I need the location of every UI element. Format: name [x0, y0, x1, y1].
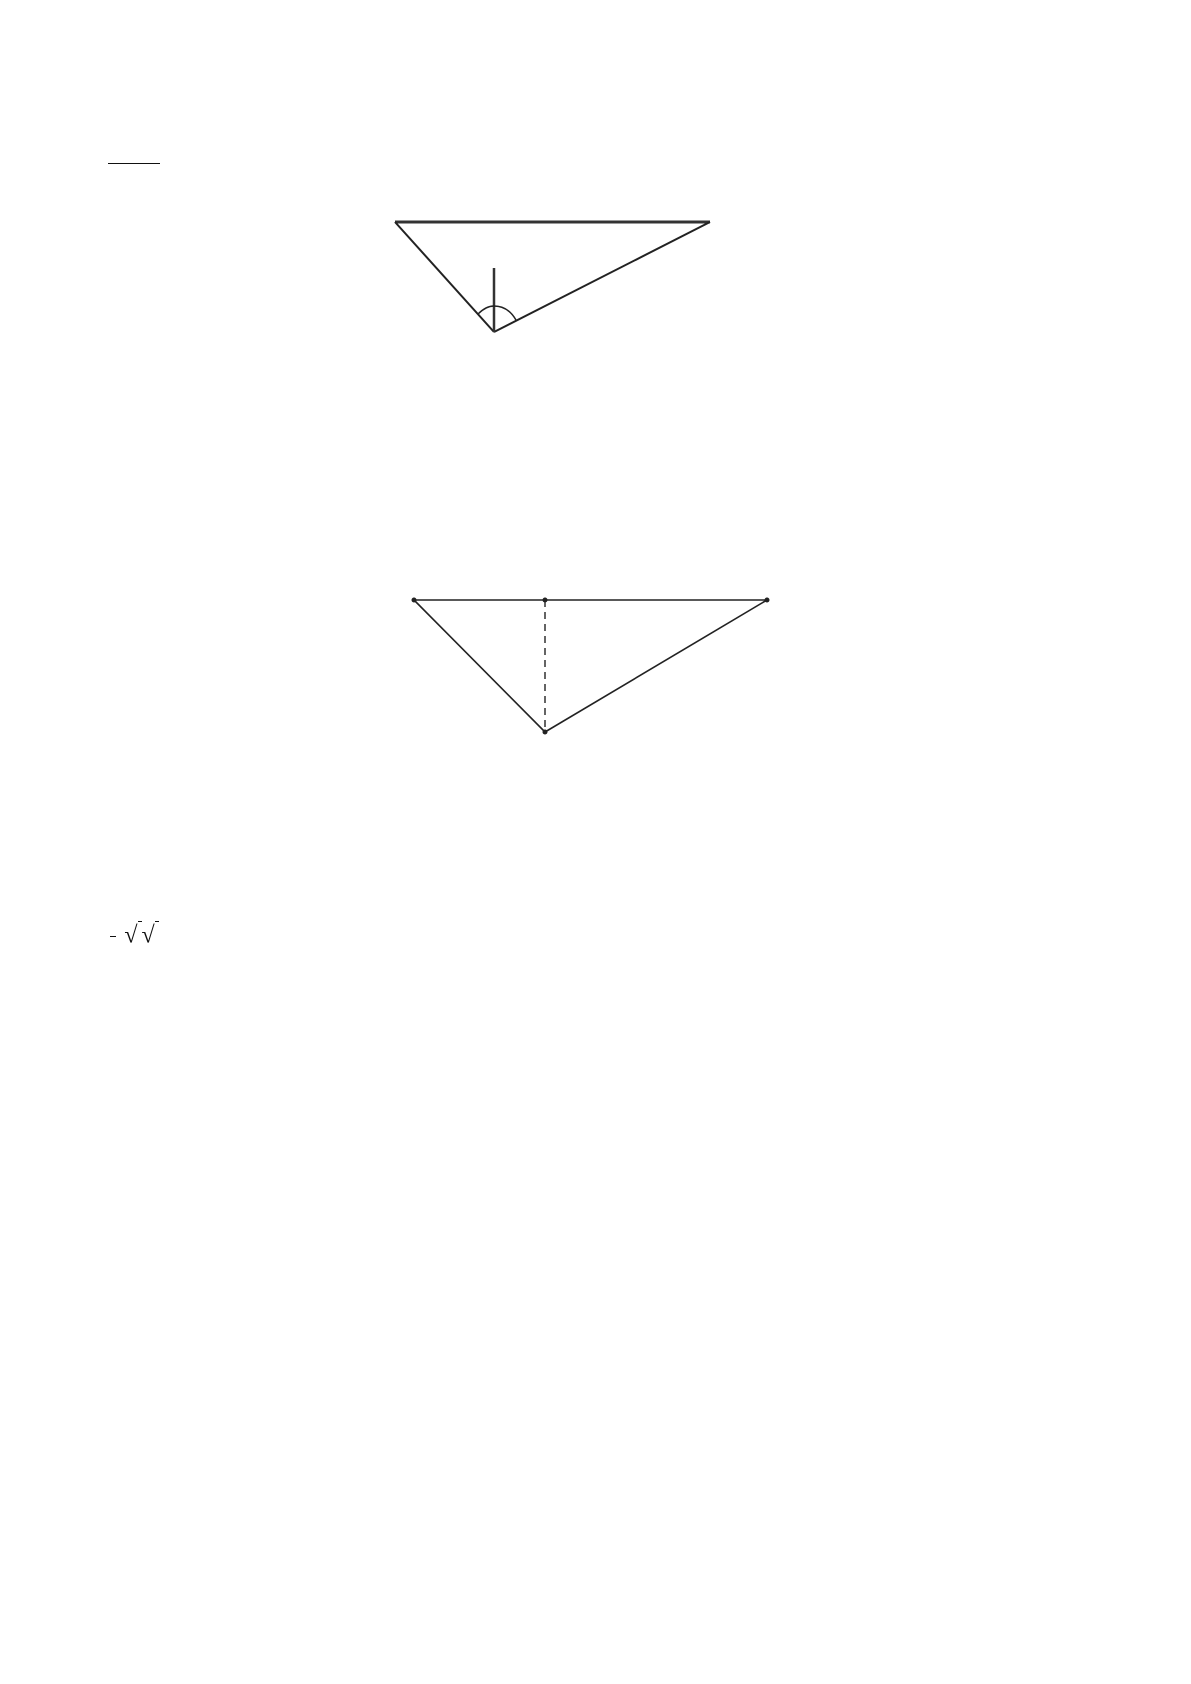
sqrt-icon: √	[141, 922, 155, 949]
figure-2-triangle	[380, 575, 800, 755]
problem-line-1	[108, 98, 121, 126]
point-c	[412, 598, 417, 603]
solution-line-4	[108, 900, 159, 965]
angle-arc-right	[494, 306, 516, 320]
side-ab	[545, 600, 767, 732]
numerator	[110, 936, 116, 937]
fraction-half	[110, 936, 116, 937]
answer-blank[interactable]	[108, 143, 160, 164]
point-d	[543, 598, 548, 603]
radicand-3	[155, 921, 159, 947]
angle-arc-left	[478, 306, 494, 314]
side-ab	[494, 222, 710, 332]
problem-line-2	[108, 141, 160, 169]
side-ca	[395, 222, 494, 332]
figure-1-triangle	[360, 190, 780, 390]
side-ca	[414, 600, 545, 732]
point-a	[543, 730, 548, 735]
sqrt-icon: √	[124, 922, 138, 949]
point-b	[765, 598, 770, 603]
